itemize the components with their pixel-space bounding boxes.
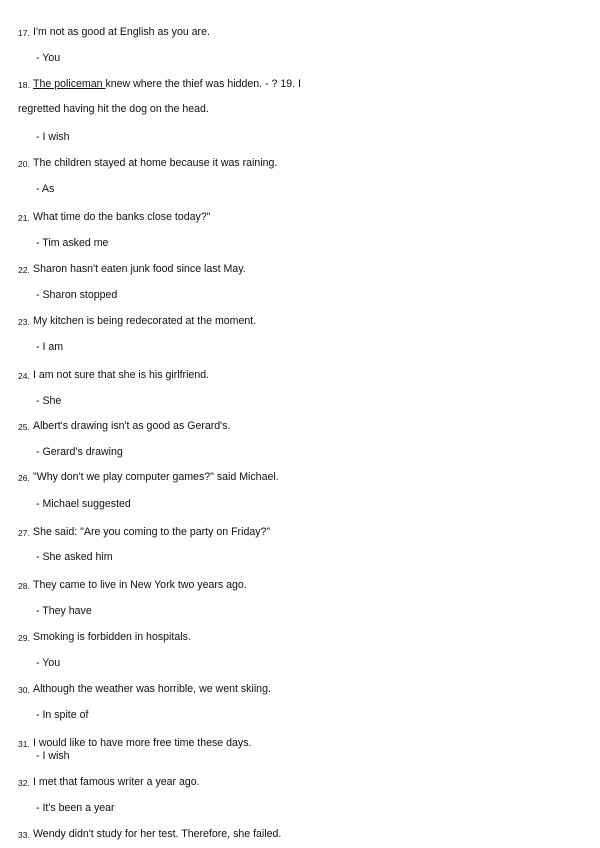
exercise-answer-prompt: - She [36, 395, 62, 407]
exercise-question: Smoking is forbidden in hospitals. [33, 631, 191, 643]
exercise-answer-prompt: - I wish [36, 750, 70, 762]
exercise-answer-prompt: - You [36, 52, 61, 64]
exercise-question: I would like to have more free time these days. [33, 737, 252, 749]
exercise-number: 32. [18, 778, 30, 788]
question-remainder: knew where the thief was hidden. - ? 19. I [105, 78, 301, 90]
exercise-question-continuation: regretted having hit the dog on the head. [18, 103, 209, 115]
exercise-question: Although the weather was horrible, we went skiing. [33, 683, 271, 695]
exercise-question: My kitchen is being redecorated at the moment. [33, 315, 257, 327]
exercise-question: She said: "Are you coming to the party on Friday?" [33, 526, 271, 538]
exercise-number: 26. [18, 473, 30, 483]
exercise-answer-prompt: - In spite of [36, 709, 89, 721]
exercise-question [33, 78, 301, 91]
exercise-number: 25. [18, 422, 30, 432]
exercise-number: 22. [18, 265, 30, 275]
exercise-answer-prompt: - They have [36, 605, 92, 617]
exercise-number: 27. [18, 528, 30, 538]
exercise-question: "Why don't we play computer games?" said Michael. [33, 471, 279, 483]
exercise-number: 24. [18, 371, 30, 381]
exercise-number: 23. [18, 317, 30, 327]
exercise-question: Sharon hasn't eaten junk food since last May. [33, 263, 246, 275]
exercise-answer-prompt: - It's been a year [36, 802, 115, 814]
exercise-question: The children stayed at home because it was raining. [33, 157, 278, 169]
exercise-number: 29. [18, 633, 30, 643]
exercise-question: What time do the banks close today?" [33, 211, 211, 223]
exercise-number: 21. [18, 213, 30, 223]
underlined-subject: The policeman [33, 78, 106, 90]
exercise-answer-prompt: - As [36, 183, 55, 195]
exercise-answer-prompt: - I am [36, 341, 64, 353]
exercise-number: 30. [18, 685, 30, 695]
exercise-answer-prompt: - Michael suggested [36, 498, 131, 510]
exercise-number: 28. [18, 581, 30, 591]
exercise-answer-prompt: - I wish [36, 131, 70, 143]
exercise-question: Albert's drawing isn't as good as Gerard's. [33, 420, 231, 432]
exercise-number: 17. [18, 28, 30, 38]
exercise-answer-prompt: - Tim asked me [36, 237, 109, 249]
exercise-number: 18. [18, 80, 30, 90]
exercise-number: 31. [18, 739, 30, 749]
exercise-question: Wendy didn't study for her test. Therefore, she failed. [33, 828, 282, 840]
exercise-number: 20. [18, 159, 30, 169]
exercise-question: I am not sure that she is his girlfriend. [33, 369, 210, 381]
exercise-answer-prompt: - You [36, 657, 61, 669]
exercise-number: 33. [18, 830, 30, 840]
exercise-answer-prompt: - Gerard's drawing [36, 446, 123, 458]
exercise-question: I'm not as good at English as you are. [33, 26, 210, 38]
exercise-answer-prompt: - Sharon stopped [36, 289, 118, 301]
exercise-question: I met that famous writer a year ago. [33, 776, 200, 788]
exercise-answer-prompt: - She asked him [36, 551, 113, 563]
exercise-question: They came to live in New York two years ago. [33, 579, 247, 591]
